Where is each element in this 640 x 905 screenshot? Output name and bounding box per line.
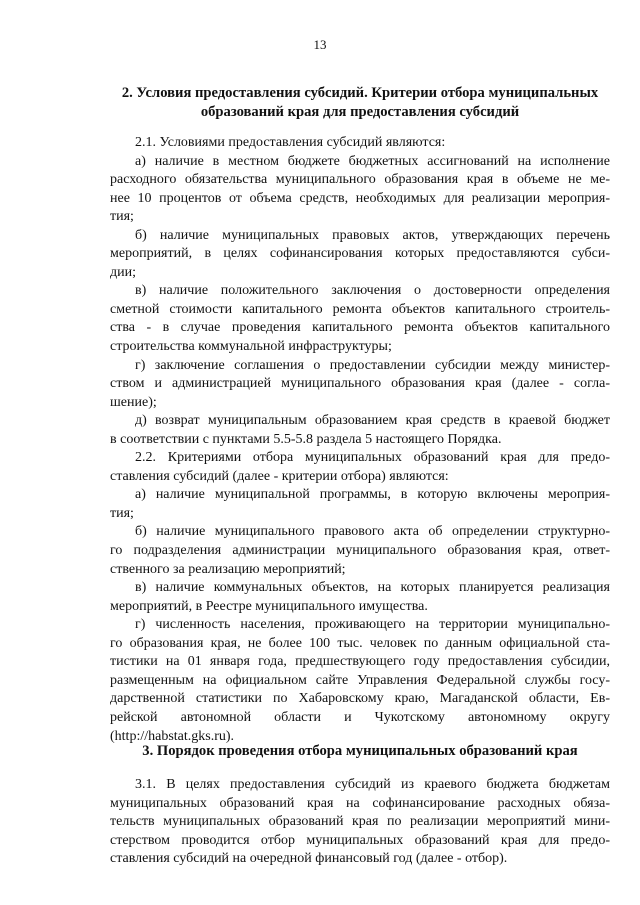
text-line: нее 10 процентов от объема средств, необходимых для реализации мероприя- bbox=[110, 190, 610, 206]
section-2-body bbox=[110, 134, 610, 746]
text-line: го подразделения администрации муниципального образования края, ответ- bbox=[110, 543, 610, 559]
heading-line: 3. Порядок проведения отбора муниципальных образований края bbox=[142, 743, 578, 759]
text-line: 2.2. Критериями отбора муниципальных образований края для предо- bbox=[135, 450, 610, 466]
text-line: б) наличие муниципальных правовых актов, утверждающих перечень bbox=[135, 227, 610, 243]
text-line: строительства коммунальной инфраструктуры; bbox=[110, 339, 392, 355]
text-line: тельств муниципальных образований края по реализации мероприятий мини- bbox=[110, 814, 610, 830]
text-line: сметной стоимости капитального ремонта объектов капитального строитель- bbox=[110, 301, 610, 317]
text-line: рейской автономной области и Чукотскому автономному округу bbox=[110, 709, 610, 725]
text-line: расходного обязательства муниципального образования края в объеме не ме- bbox=[110, 172, 610, 188]
text-line: г) численность населения, проживающего на территории муниципально- bbox=[135, 617, 610, 633]
text-line: в соответствии с пунктами 5.5-5.8 раздела 5 настоящего Порядка. bbox=[110, 431, 502, 447]
text-line: (http://habstat.gks.ru). bbox=[110, 728, 235, 744]
text-line: размещенным на официальном сайте Управления Федеральной службы госу- bbox=[110, 672, 610, 688]
text-line: дарственной статистики по Хабаровскому краю, Магаданской области, Ев- bbox=[110, 691, 610, 707]
text-line: ственного за реализацию мероприятий; bbox=[110, 561, 346, 577]
text-line: мероприятий, в целях софинансирования которых предоставляются субси- bbox=[110, 246, 610, 262]
heading-line: образований края для предоставления субсидий bbox=[200, 104, 520, 120]
text-line: ставления субсидий на очередной финансовый год (далее - отбор). bbox=[110, 851, 508, 867]
section-3-body bbox=[110, 776, 610, 869]
text-line: д) возврат муниципальным образованием края средств в краевой бюджет bbox=[135, 413, 610, 429]
text-line: г) заключение соглашения о предоставлении субсидии между министер- bbox=[135, 357, 610, 373]
text-line: а) наличие муниципальной программы, в которую включены мероприя- bbox=[135, 487, 610, 503]
text-line: дии; bbox=[110, 264, 136, 280]
text-line: ства - в случае проведения капитального ремонта объектов капитального bbox=[110, 320, 610, 336]
text-line: а) наличие в местном бюджете бюджетных ассигнований на исполнение bbox=[135, 153, 610, 169]
text-line: 2.1. Условиями предоставления субсидий являются: bbox=[135, 135, 446, 150]
text-line: тистики на 01 января года, предшествующего году предоставления субсидии, bbox=[110, 654, 610, 670]
text-line: б) наличие муниципального правового акта об определении структурно- bbox=[135, 524, 610, 540]
text-line: в) наличие положительного заключения о достоверности определения bbox=[135, 283, 610, 299]
text-line: ством и администрацией муниципального образования края (далее - согла- bbox=[110, 376, 610, 392]
section-2-heading bbox=[110, 84, 610, 122]
text-line: тия; bbox=[110, 209, 134, 225]
text-line: шение); bbox=[110, 394, 157, 410]
text-line: мероприятий, в Реестре муниципального имущества. bbox=[110, 598, 428, 614]
text-line: в) наличие коммунальных объектов, на которых планируется реализация bbox=[135, 580, 610, 596]
text-line: ставления субсидий (далее - критерии отбора) являются: bbox=[110, 468, 449, 484]
text-line: тия; bbox=[110, 505, 134, 521]
text-line: муниципальных образований края на софинансирование расходных обяза- bbox=[110, 795, 610, 811]
heading-line: 2. Условия предоставления субсидий. Критерии отбора муниципальных bbox=[121, 85, 599, 101]
text-line: 3.1. В целях предоставления субсидий из краевого бюджета бюджетам bbox=[135, 777, 610, 792]
page-number: 13 bbox=[313, 37, 327, 52]
text-line: го образования края, не более 100 тыс. человек по данным официальной ста- bbox=[110, 635, 610, 651]
section-3-heading bbox=[110, 742, 610, 761]
text-line: стерством проводится отбор муниципальных образований края для предо- bbox=[110, 832, 610, 848]
